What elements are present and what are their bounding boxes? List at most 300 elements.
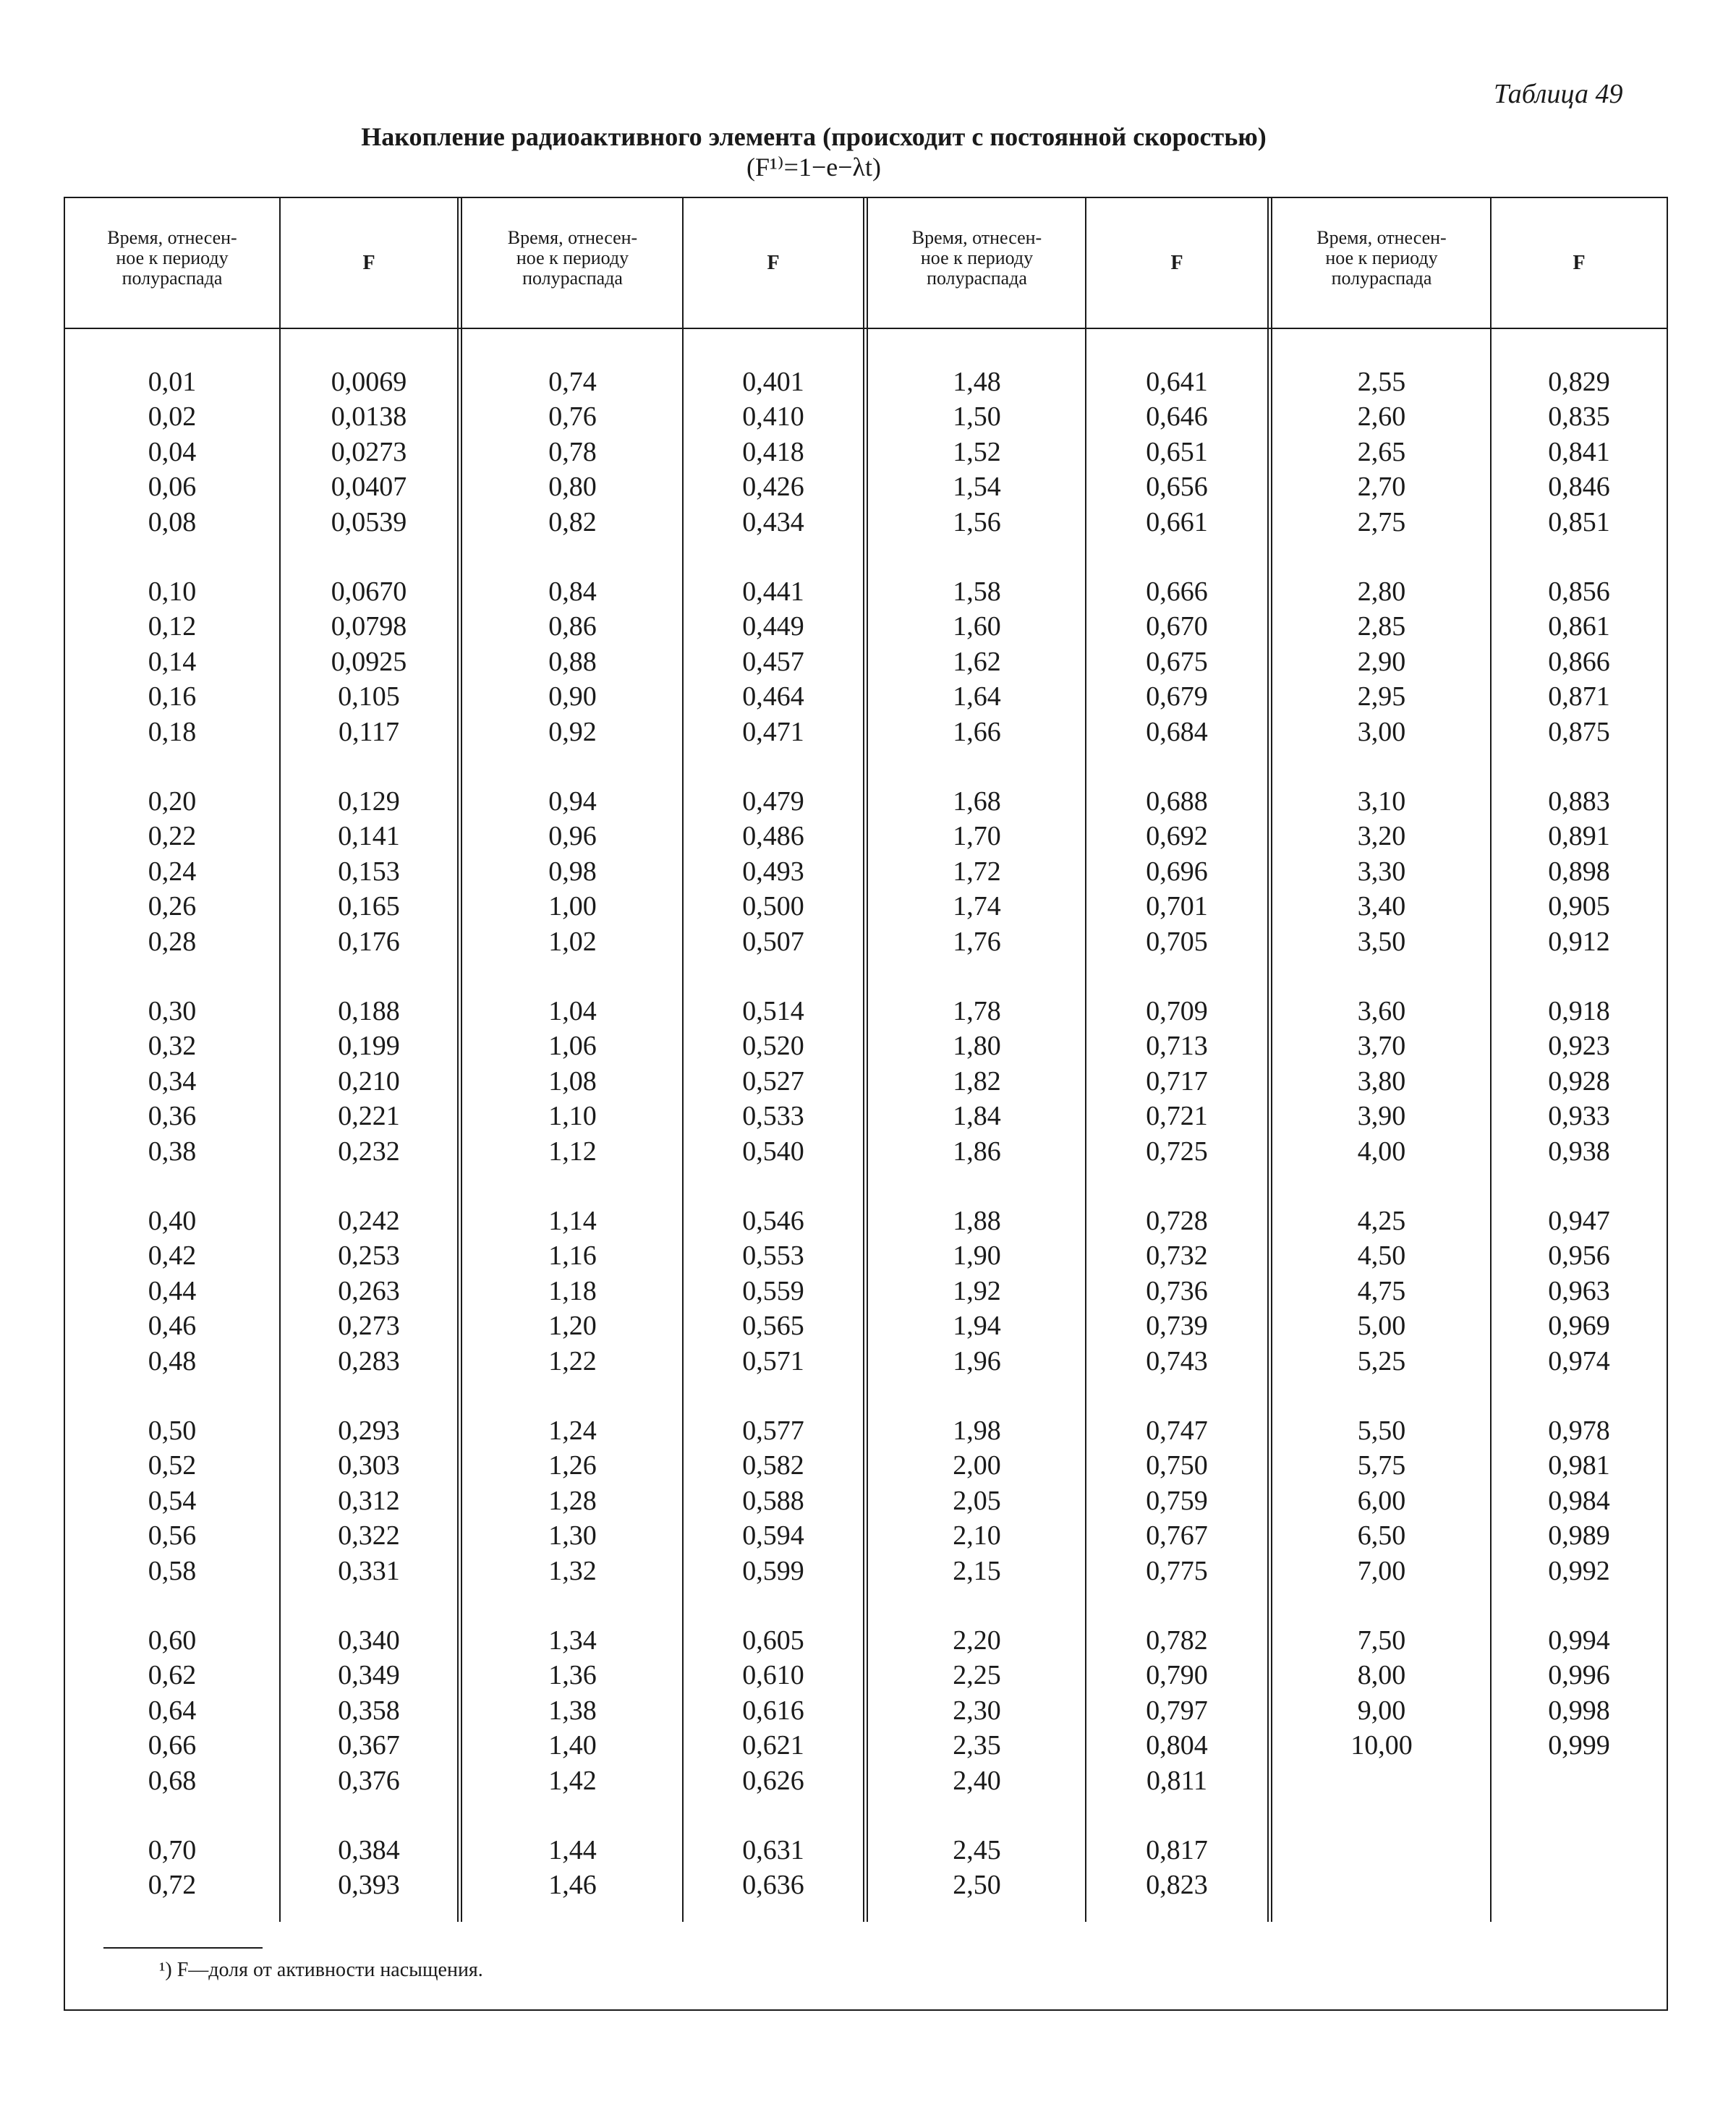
table-cell: 0,610 [742,1660,804,1691]
table-cell: 0,322 [338,1520,400,1551]
table-cell: 0,493 [742,856,804,887]
table-cell: 6,00 [1357,1485,1406,1516]
group-gap [1275,1588,1489,1623]
table-cell: 1,68 [953,786,1001,817]
group-gap [1275,959,1489,994]
table-cell: 0,34 [148,1065,197,1097]
table-cell: 0,54 [148,1485,197,1516]
table-cell: 0,210 [338,1065,400,1097]
table-cell: 0,384 [338,1835,400,1865]
table-cell: 1,02 [548,926,597,957]
header-time-3: Время, отнесен- ное к периоду полураспада [911,227,1042,289]
table-cell: 0,670 [1146,611,1208,642]
table-cell: 0,98 [548,856,597,887]
table-cell: 0,851 [1548,506,1610,537]
footnote-rule [103,1947,263,1949]
row-group [1493,784,1665,959]
table-cell: 2,95 [1357,681,1406,712]
table-cell: 6,50 [1357,1520,1406,1551]
table-cell: 0,16 [148,681,197,712]
table-cell: 0,679 [1146,681,1208,712]
row-group [1493,1204,1665,1379]
group-gap [1088,1588,1266,1623]
group-gap [282,1588,456,1623]
table-cell: 0,947 [1548,1206,1610,1236]
table-cell: 0,84 [548,576,597,607]
row-group [1088,784,1266,959]
row-group [1088,1413,1266,1588]
table-cell: 0,176 [338,926,400,957]
table-cell: 0,804 [1146,1730,1208,1761]
table-cell: 3,30 [1357,856,1406,887]
left-border [64,197,65,2011]
row-group [282,1413,456,1588]
table-cell: 1,46 [548,1870,597,1901]
table-cell: 5,50 [1357,1416,1406,1446]
table-cell: 0,998 [1548,1695,1610,1726]
table-cell: 0,60 [148,1625,197,1656]
column-time-4 [1275,365,1489,1798]
table-cell: 9,00 [1357,1695,1406,1726]
table-cell: 0,898 [1548,856,1610,887]
row-group [870,1623,1084,1798]
table-cell: 0,616 [742,1695,804,1726]
row-group [685,1413,861,1588]
row-group [870,1204,1084,1379]
table-cell: 0,500 [742,891,804,922]
table-cell: 0,165 [338,891,400,922]
table-cell: 1,06 [548,1031,597,1062]
row-group [282,784,456,959]
table-cell: 0,978 [1548,1416,1610,1446]
table-cell: 1,80 [953,1031,1001,1062]
table-cell: 1,86 [953,1136,1001,1167]
table-cell: 5,75 [1357,1450,1406,1481]
header-f-4: F [1573,252,1586,274]
group-gap [67,749,278,784]
row-group [464,994,681,1169]
double-divider-1 [457,197,462,1922]
table-cell: 0,68 [148,1765,197,1796]
table-cell: 2,10 [953,1520,1001,1551]
row-group [67,1204,278,1379]
table-cell: 0,688 [1146,786,1208,817]
row-group [870,574,1084,749]
table-cell: 0,263 [338,1275,400,1306]
row-group [870,365,1084,540]
table-cell: 1,98 [953,1416,1001,1446]
table-cell: 0,358 [338,1695,400,1726]
table-cell: 0,696 [1146,856,1208,887]
group-gap [870,1798,1084,1833]
table-cell: 0,736 [1146,1275,1208,1306]
row-group [1275,365,1489,540]
table-cell: 0,486 [742,821,804,852]
row-group [870,1413,1084,1588]
table-cell: 0,546 [742,1206,804,1236]
row-group [67,1623,278,1798]
table-cell: 1,92 [953,1275,1001,1306]
table-cell: 4,25 [1357,1206,1406,1236]
table-cell: 1,94 [953,1311,1001,1342]
table-cell: 2,05 [953,1485,1001,1516]
table-cell: 0,994 [1548,1625,1610,1656]
table-cell: 0,732 [1146,1240,1208,1272]
table-cell: 0,684 [1146,716,1208,747]
table-cell: 2,40 [953,1765,1001,1796]
table-cell: 0,105 [338,681,400,712]
group-gap [464,540,681,574]
row-group [464,1204,681,1379]
table-cell: 0,933 [1548,1101,1610,1132]
double-divider-3 [1267,197,1272,1922]
group-gap [282,1379,456,1413]
table-cell: 0,14 [148,646,197,677]
row-group [685,1204,861,1379]
table-cell: 7,50 [1357,1625,1406,1656]
table-cell: 0,717 [1146,1065,1208,1097]
header-f-2: F [767,252,780,274]
group-gap [1493,1169,1665,1204]
table-cell: 0,636 [742,1870,804,1901]
table-cell: 0,514 [742,996,804,1026]
row-group [464,574,681,749]
table-cell: 0,553 [742,1240,804,1272]
table-cell: 1,44 [548,1835,597,1865]
group-gap [464,1588,681,1623]
table-cell: 1,04 [548,996,597,1026]
group-gap [464,1379,681,1413]
row-group [1275,1413,1489,1588]
group-gap [464,749,681,784]
table-cell: 0,349 [338,1660,400,1691]
table-cell: 0,891 [1548,821,1610,852]
table-cell: 0,457 [742,646,804,677]
table-cell: 0,725 [1146,1136,1208,1167]
table-cell: 1,88 [953,1206,1001,1236]
table-cell: 2,55 [1357,367,1406,397]
table-cell: 0,141 [338,821,400,852]
table-cell: 0,242 [338,1206,400,1236]
table-cell: 0,582 [742,1450,804,1481]
table-cell: 2,90 [1357,646,1406,677]
table-cell: 1,56 [953,506,1001,537]
table-cell: 3,40 [1357,891,1406,922]
table-cell: 0,989 [1548,1520,1610,1551]
table-cell: 0,817 [1146,1835,1208,1865]
table-cell: 1,12 [548,1136,597,1167]
table-cell: 0,938 [1548,1136,1610,1167]
table-cell: 2,75 [1357,506,1406,537]
table-cell: 1,34 [548,1625,597,1656]
row-group [1493,1413,1665,1588]
table-cell: 2,00 [953,1450,1001,1481]
table-cell: 0,153 [338,856,400,887]
group-gap [685,1798,861,1833]
row-group [464,1833,681,2008]
table-cell: 1,96 [953,1345,1001,1376]
table-cell: 0,883 [1548,786,1610,817]
table-cell: 1,48 [953,367,1001,397]
table-cell: 1,32 [548,1555,597,1586]
table-cell: 0,449 [742,611,804,642]
table-cell: 1,14 [548,1206,597,1236]
table-cell: 0,923 [1548,1031,1610,1062]
table-cell: 5,25 [1357,1345,1406,1376]
divider-3 [682,197,684,1922]
table-cell: 1,70 [953,821,1001,852]
group-gap [870,1588,1084,1623]
table-cell: 2,50 [953,1870,1001,1901]
table-cell: 0,434 [742,506,804,537]
divider-1 [279,197,281,1922]
table-cell: 0,0069 [331,367,407,397]
group-gap [1275,749,1489,784]
table-cell: 8,00 [1357,1660,1406,1691]
table-cell: 0,588 [742,1485,804,1516]
table-cell: 1,90 [953,1240,1001,1272]
row-group [685,784,861,959]
header-time-4: Время, отнесен- ное к периоду полураспада [1316,227,1447,289]
group-gap [1493,749,1665,784]
column-time-1 [67,365,278,2008]
table-cell: 0,626 [742,1765,804,1796]
divider-7 [1490,197,1492,1922]
table-cell: 1,40 [548,1730,597,1761]
table-cell: 3,70 [1357,1031,1406,1062]
table-cell: 2,70 [1357,472,1406,503]
table-cell: 0,507 [742,926,804,957]
table-cell: 0,728 [1146,1206,1208,1236]
divider-5 [1085,197,1086,1922]
table-cell: 0,811 [1146,1765,1208,1796]
table-cell: 3,10 [1357,786,1406,817]
table-cell: 4,00 [1357,1136,1406,1167]
row-group [282,994,456,1169]
table-cell: 0,996 [1548,1660,1610,1691]
group-gap [464,959,681,994]
row-group [282,574,456,749]
table-cell: 0,36 [148,1101,197,1132]
table-cell: 0,981 [1548,1450,1610,1481]
group-gap [67,1169,278,1204]
table-cell: 0,86 [548,611,597,642]
table-cell: 0,82 [548,506,597,537]
table-cell: 0,743 [1146,1345,1208,1376]
table-cell: 0,666 [1146,576,1208,607]
table-cell: 1,30 [548,1520,597,1551]
table-cell: 0,775 [1146,1555,1208,1586]
column-f-2 [685,365,861,2008]
table-cell: 0,631 [742,1835,804,1865]
group-gap [685,1379,861,1413]
table-cell: 0,646 [1146,401,1208,433]
table-cell: 0,12 [148,611,197,642]
table-cell: 0,866 [1548,646,1610,677]
group-gap [67,1588,278,1623]
table-cell: 2,85 [1357,611,1406,642]
table-cell: 0,340 [338,1625,400,1656]
group-gap [1493,1588,1665,1623]
table-cell: 1,66 [953,716,1001,747]
table-cell: 0,70 [148,1835,197,1865]
table-cell: 0,565 [742,1311,804,1342]
group-gap [1088,540,1266,574]
group-gap [464,1169,681,1204]
table-cell: 4,50 [1357,1240,1406,1272]
group-gap [464,1798,681,1833]
row-group [464,1413,681,1588]
table-cell: 2,35 [953,1730,1001,1761]
table-cell: 0,0138 [331,401,407,433]
group-gap [282,959,456,994]
table-cell: 1,60 [953,611,1001,642]
table-cell: 0,232 [338,1136,400,1167]
table-cell: 0,709 [1146,996,1208,1026]
table-cell: 0,969 [1548,1311,1610,1342]
table-cell: 0,651 [1146,436,1208,467]
table-title: Накопление радиоактивного элемента (происходит с постоянной скоростью) [361,122,1267,151]
table-cell: 2,20 [953,1625,1001,1656]
table-cell: 0,705 [1146,926,1208,957]
table-cell: 0,527 [742,1065,804,1097]
group-gap [870,540,1084,574]
right-border [1667,197,1668,2011]
row-group [1493,994,1665,1169]
table-cell: 1,84 [953,1101,1001,1132]
table-cell: 0,24 [148,856,197,887]
row-group [1088,994,1266,1169]
table-cell: 0,928 [1548,1065,1610,1097]
table-cell: 0,04 [148,436,197,467]
table-cell: 1,00 [548,891,597,922]
table-cell: 0,80 [548,472,597,503]
table-cell: 0,479 [742,786,804,817]
row-group [464,365,681,540]
row-group [1493,574,1665,749]
group-gap [282,540,456,574]
row-group [870,784,1084,959]
table-cell: 0,199 [338,1031,400,1062]
table-cell: 0,26 [148,891,197,922]
table-cell: 0,956 [1548,1240,1610,1272]
table-cell: 0,46 [148,1311,197,1342]
table-cell: 0,797 [1146,1695,1208,1726]
table-cell: 0,72 [148,1870,197,1901]
table-cell: 2,25 [953,1660,1001,1691]
table-cell: 0,401 [742,367,804,397]
table-cell: 0,06 [148,472,197,503]
table-cell: 1,78 [953,996,1001,1026]
table-cell: 0,441 [742,576,804,607]
table-cell: 1,24 [548,1416,597,1446]
table-cell: 1,64 [953,681,1001,712]
table-cell: 0,0539 [331,506,407,537]
table-cell: 0,410 [742,401,804,433]
group-gap [685,749,861,784]
table-cell: 0,823 [1146,1870,1208,1901]
table-cell: 1,10 [548,1101,597,1132]
group-gap [67,1798,278,1833]
table-cell: 0,577 [742,1416,804,1446]
table-cell: 0,471 [742,716,804,747]
row-group [282,365,456,540]
group-gap [1275,1169,1489,1204]
group-gap [685,959,861,994]
table-cell: 0,520 [742,1031,804,1062]
table-cell: 0,875 [1548,716,1610,747]
table-cell: 0,713 [1146,1031,1208,1062]
group-gap [67,1379,278,1413]
table-cell: 0,221 [338,1101,400,1132]
group-gap [870,1169,1084,1204]
table-cell: 0,594 [742,1520,804,1551]
table-cell: 0,829 [1548,367,1610,397]
row-group [1493,365,1665,540]
group-gap [685,1588,861,1623]
row-group [1088,574,1266,749]
table-cell: 1,54 [953,472,1001,503]
table-cell: 0,188 [338,996,400,1026]
group-gap [1493,540,1665,574]
row-group [464,1623,681,1798]
table-cell: 2,65 [1357,436,1406,467]
row-group [464,784,681,959]
group-gap [685,540,861,574]
row-group [282,1623,456,1798]
row-group [1088,365,1266,540]
table-cell: 0,675 [1146,646,1208,677]
table-cell: 0,94 [548,786,597,817]
row-group [1088,1833,1266,2008]
table-cell: 0,747 [1146,1416,1208,1446]
table-cell: 1,72 [953,856,1001,887]
table-cell: 3,80 [1357,1065,1406,1097]
table-cell: 0,293 [338,1416,400,1446]
table-cell: 0,992 [1548,1555,1610,1586]
table-cell: 2,60 [1357,401,1406,433]
table-cell: 0,64 [148,1695,197,1726]
table-cell: 7,00 [1357,1555,1406,1586]
group-gap [282,1798,456,1833]
table-cell: 1,62 [953,646,1001,677]
table-cell: 0,66 [148,1730,197,1761]
table-cell: 1,08 [548,1065,597,1097]
group-gap [1088,749,1266,784]
header-f-3: F [1170,252,1183,274]
table-cell: 0,782 [1146,1625,1208,1656]
table-cell: 1,38 [548,1695,597,1726]
group-gap [67,540,278,574]
table-cell: 0,912 [1548,926,1610,957]
table-cell: 2,45 [953,1835,1001,1865]
table-cell: 0,759 [1146,1485,1208,1516]
table-cell: 1,76 [953,926,1001,957]
table-cell: 0,08 [148,506,197,537]
table-cell: 1,20 [548,1311,597,1342]
table-cell: 3,90 [1357,1101,1406,1132]
table-cell: 3,50 [1357,926,1406,957]
table-cell: 0,605 [742,1625,804,1656]
table-cell: 0,0798 [331,611,407,642]
table-cell: 0,790 [1146,1660,1208,1691]
table-cell: 0,88 [548,646,597,677]
row-group [1275,1204,1489,1379]
table-cell: 0,32 [148,1031,197,1062]
table-cell: 0,905 [1548,891,1610,922]
table-cell: 0,0407 [331,472,407,503]
group-gap [282,749,456,784]
